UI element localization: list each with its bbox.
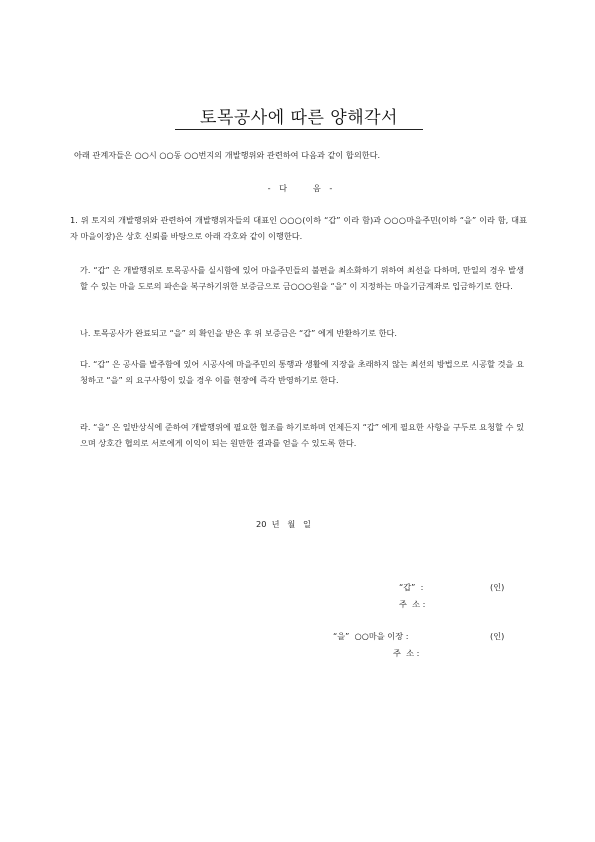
party-a-label: “갑” : — [399, 582, 424, 592]
title-underline — [175, 129, 423, 130]
party-a-address: 주 소 : — [399, 599, 426, 609]
party-b-label: “을” ○○마을 이장 : — [333, 631, 409, 641]
clause-ga: 가. “갑” 은 개발행위로 토목공사를 실시함에 있어 마을주민들의 불편을 최소화하기 위하여 최선을 다하며, 만일의 경우 발생할 수 있는 마을 도로의 파손을 복구하기위한 보증금으로 금○○○원을 “을” 이 지정하는 마을기금계좌로 입금하기로 한다. — [80, 265, 524, 291]
intro-paragraph: 아래 관계자들은 ○○시 ○○동 ○○번지의 개발행위와 관련하여 다음과 같이 합의한다. — [74, 150, 381, 160]
party-b-address: 주 소 : — [393, 648, 420, 658]
date-line: 20 년 월 일 — [256, 519, 311, 529]
section-heading: - 다 음 - — [267, 183, 333, 193]
clause-na: 나. 토목공사가 완료되고 “을” 의 확인을 받은 후 위 보증금은 “갑” 에게 반환하기로 한다. — [80, 328, 398, 338]
clause-ra: 라. “을” 은 일반상식에 준하여 개발행위에 필요한 협조를 하기로하며 언제든지 “갑” 에게 필요한 사항을 구두로 요청할 수 있으며 상호간 협의로 서로에게 이익이 되는 원만한 결과를 얻을 수 있도록 한다. — [80, 422, 524, 448]
clause-1: 1. 위 토지의 개발행위와 관련하여 개발행위자들의 대표인 ○○○(이하 “갑” 이라 함)과 ○○○마을주민(이하 “을” 이라 함, 대표자 마을이장)은 상호 신뢰를 바탕으로 아래 각호와 같이 이행한다. — [70, 215, 527, 241]
party-a-seal: (인) — [490, 582, 505, 592]
clause-da: 다. “갑” 은 공사를 발주함에 있어 시공사에 마을주민의 통행과 생활에 지장을 초래하지 않는 최선의 방법으로 시공할 것을 요청하고 “을” 의 요구사항이 있을 경우 이를 현장에 즉각 반영하기로 한다. — [80, 359, 524, 385]
party-b-seal: (인) — [490, 631, 505, 641]
document-title: 토목공사에 따른 양해각서 — [200, 108, 398, 128]
